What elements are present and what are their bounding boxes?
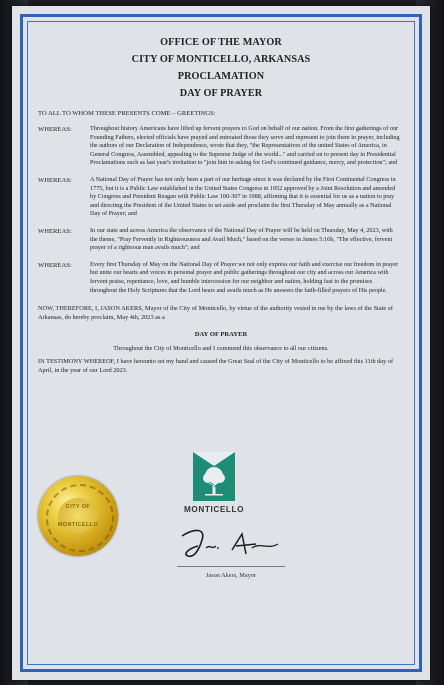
testimony-clause: IN TESTIMONY WHEREOF, I have hereunto set my hand and caused the Great Seal of the City of Monticello to be affixed this 11th day of April, in the year of our Lord 2023. <box>38 358 394 374</box>
seal-top-text: CITY OF <box>65 504 91 510</box>
gold-seal <box>38 476 118 556</box>
whereas-clause <box>32 261 410 295</box>
whereas-text: In our state and across America the observance of the National Day of Prayer will be held on Thursday, May 4, 2023, with the theme, "Pray Fervently in Righteousness and Avail Much," based on the verses in James 5:16b, "The effective, fervent prayer of a righteous man avails much"; and <box>90 226 393 252</box>
whereas-clause <box>32 176 410 219</box>
whereas-text: Every first Thursday of May on the National Day of Prayer we not only express our faith and exercise our freedom in prayer but unite our hearts and voices in personal prayer and public gatherings throughout our city and across our America with fervent praise, repentance, love, and humble intercession for our neighbor and nation, holding fast to the promises throughout the Holy Scriptures that the Lord hears and avails much as He answers the faith-filled prayers of His people. <box>90 260 399 294</box>
tree-logo-icon <box>193 452 235 501</box>
office-heading: OFFICE OF THE MAYOR <box>160 37 282 48</box>
document-content <box>32 36 410 676</box>
proclamation-document <box>12 6 430 680</box>
whereas-label: WHEREAS: <box>38 261 72 269</box>
document-title: DAY OF PRAYER <box>179 88 263 99</box>
whereas-clause <box>32 227 410 253</box>
whereas-text: Throughout history Americans have lifted up fervent prayers to God on behalf of our nation. From the first gatherings of our Founding Fathers, elected officials have prayed and entreated those they serve and represent to join them in prayer, including the authors of our Declaration of Independence, wrote that they, "the Representatives of the united States of America, in General Congress, Assembled, appealing to the Supreme Judge of the world..." and carried on to present day in Presidential Proclamations such as last year's invitation to "join him in asking for God's continued guidance, mercy, and protection"; and <box>90 125 400 167</box>
whereas-label: WHEREAS: <box>38 126 72 133</box>
seal-bottom-text: MONTICELLO <box>57 522 99 528</box>
whereas-text: A National Day of Prayer has not only been a part of our heritage since it was declared by the First Continental Congress in 1775, but it is a Public Law established in the United States Congress in 1952 approved by a Joint Resolution and amended by Congress and President Reagan with Public Law 100-307 in 1988, affirming that it is essential for us as a nation to pray and directing the President of the United States to set aside and proclaim the first Thursday of May annually as a National Day of Prayer; and <box>90 175 396 218</box>
city-heading: CITY OF MONTICELLO, ARKANSAS <box>131 54 311 65</box>
whereas-label: WHEREAS: <box>38 227 72 235</box>
mayor-signature <box>172 524 282 566</box>
signature-line <box>177 566 285 567</box>
logo-text: MONTICELLO <box>183 505 245 514</box>
day-of-prayer-label: DAY OF PRAYER <box>194 331 248 339</box>
throughout-statement: Throughout the City of Monticello and I commend this observance to all our citizens. <box>113 345 329 353</box>
now-therefore-clause: NOW, THEREFORE, I, JASON AKERS, Mayor of the City of Monticello, by virtue of the authority vested in me by the laws of the State of Arkansas, do hereby proclaim, May 4th, 2023 as a <box>38 305 394 321</box>
proclamation-heading: PROCLAMATION <box>177 71 265 82</box>
signatory-name: Jason Akers, Mayor <box>205 572 257 579</box>
whereas-clause <box>32 125 410 168</box>
greeting: TO ALL TO WHOM THESE PRESENTS COME – GREETINGS: <box>38 110 216 117</box>
whereas-label: WHEREAS: <box>38 176 72 184</box>
